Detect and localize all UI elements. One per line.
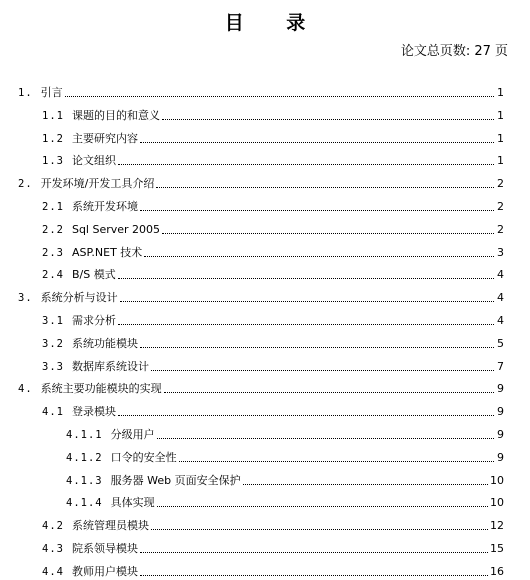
toc-entry[interactable]	[42, 196, 504, 214]
toc-entry[interactable]	[42, 105, 504, 123]
toc-entry-page: 7	[497, 359, 504, 373]
dot-leader	[162, 118, 494, 120]
toc-entry-number: 2.2	[42, 223, 64, 236]
toc-entry-label: 课题的目的和意义	[71, 108, 160, 122]
toc-entry-page: 9	[497, 428, 504, 441]
toc-entry-page: 10	[490, 496, 504, 510]
toc-entry-page: 12	[490, 519, 504, 533]
dot-leader	[162, 232, 494, 234]
toc-entry-label: 系统主要功能模块的实现	[40, 382, 162, 396]
toc-entry-label: 数据库系统设计	[71, 359, 149, 373]
toc-entry-number: 3.1	[42, 315, 64, 327]
toc-entry-label: 论文组织	[71, 154, 116, 168]
toc-entry-page: 1	[497, 131, 504, 145]
toc-entry-label: 系统开发环境	[71, 200, 138, 213]
toc-entry[interactable]	[66, 492, 504, 510]
toc-entry[interactable]	[42, 219, 504, 237]
toc-entry-page: 10	[490, 473, 504, 487]
toc-entry-page: 1	[497, 86, 504, 99]
toc-entry-number: 4.1.3	[66, 474, 103, 487]
dot-leader	[118, 277, 494, 279]
toc-entry-label: 口令的安全性	[110, 450, 177, 464]
toc-entry-number: 3.2	[42, 337, 64, 350]
toc-entry-label: Sql Server 2005	[71, 222, 161, 236]
dot-leader	[140, 551, 488, 553]
toc-entry-page: 2	[497, 177, 504, 191]
dot-leader	[118, 323, 494, 325]
toc-entry-page: 3	[497, 245, 504, 259]
toc-entry[interactable]	[42, 561, 504, 579]
toc-entry-page: 9	[497, 382, 504, 396]
dot-leader	[179, 460, 494, 462]
toc-entry[interactable]	[42, 242, 504, 260]
toc-entry-number: 4.1.1	[66, 429, 103, 441]
toc-entry-label: B/S 模式	[71, 268, 116, 282]
toc-entry[interactable]	[18, 173, 504, 191]
toc-entry-page: 16	[490, 564, 504, 578]
toc-entry-label: 引言	[40, 86, 63, 99]
toc-entry-page: 4	[497, 268, 504, 282]
toc-entry-label: 系统分析与设计	[40, 291, 118, 305]
dot-leader	[140, 141, 494, 143]
toc-entry-number: 4.4	[42, 565, 64, 578]
toc-entry-number: 1.1	[42, 109, 64, 122]
toc-entry-number: 2.	[18, 178, 33, 191]
toc-entry-page: 1	[497, 108, 504, 122]
toc-entry-page: 4	[497, 291, 504, 305]
toc-entry-label: 院系领导模块	[71, 542, 138, 555]
toc-entry-label: ASP.NET 技术	[71, 245, 143, 259]
dot-leader	[157, 437, 494, 439]
toc-entry-label: 分级用户	[110, 428, 155, 441]
dot-leader	[140, 346, 494, 348]
toc-entry-number: 3.	[18, 292, 33, 305]
toc-entry-page: 2	[497, 222, 504, 236]
toc-entry-number: 2.3	[42, 246, 64, 259]
toc-entry-number: 4.1.4	[66, 497, 103, 510]
toc-entry-label: 服务器 Web 页面安全保护	[110, 473, 241, 487]
dot-leader	[151, 369, 494, 371]
toc-entry-number: 4.	[18, 383, 33, 396]
toc-entry[interactable]	[66, 447, 504, 465]
toc-entry-label: 登录模块	[71, 405, 116, 419]
dot-leader	[118, 163, 494, 165]
dot-leader	[164, 391, 494, 393]
dot-leader	[156, 186, 494, 188]
toc-entry-page: 5	[497, 336, 504, 350]
toc-entry-page: 9	[497, 450, 504, 464]
dot-leader	[65, 95, 494, 97]
dot-leader	[151, 528, 488, 530]
toc-entry[interactable]	[42, 333, 504, 351]
toc-entry-label: 具体实现	[110, 496, 155, 510]
toc-entry-number: 4.1.2	[66, 451, 103, 464]
toc-entry[interactable]	[18, 378, 504, 396]
toc-entry[interactable]	[42, 128, 504, 146]
toc-entry-label: 系统功能模块	[71, 336, 138, 350]
toc-entry-page: 15	[490, 542, 504, 555]
toc-entry[interactable]	[42, 150, 504, 168]
toc-entry[interactable]	[42, 310, 504, 328]
toc-entry[interactable]	[42, 264, 504, 282]
toc-entry-page: 4	[497, 314, 504, 327]
dot-leader	[144, 255, 494, 257]
toc-entry-page: 9	[497, 405, 504, 419]
page-count-label: 论文总页数: 27 页	[400, 44, 508, 59]
toc-entry-label: 教师用户模块	[71, 564, 138, 578]
toc-entry[interactable]	[66, 424, 504, 442]
dot-leader	[140, 574, 488, 576]
toc-entry-label: 需求分析	[71, 314, 116, 327]
toc-entry-number: 2.4	[42, 269, 64, 282]
dot-leader	[118, 414, 494, 416]
dot-leader	[243, 483, 488, 485]
toc-entry[interactable]	[18, 287, 504, 305]
dot-leader	[140, 209, 494, 211]
toc-entry[interactable]	[42, 401, 504, 419]
toc-entry-number: 3.3	[42, 360, 64, 373]
toc-entry-number: 2.1	[42, 201, 64, 213]
dot-leader	[120, 300, 494, 302]
toc-entry-page: 2	[497, 200, 504, 213]
toc-entry-number: 1.	[18, 87, 33, 99]
toc-entry-number: 1.3	[42, 155, 64, 168]
toc-entry-number: 1.2	[42, 132, 64, 145]
toc-entry[interactable]	[42, 515, 504, 533]
dot-leader	[157, 505, 488, 507]
toc-entry-label: 主要研究内容	[71, 131, 138, 145]
toc-entry[interactable]	[42, 538, 504, 556]
toc-entry-number: 4.1	[42, 406, 64, 419]
toc-entry[interactable]	[42, 356, 504, 374]
toc-entry[interactable]	[66, 470, 504, 488]
toc-entry-label: 系统管理员模块	[71, 519, 149, 533]
page-title: 目 录	[224, 12, 324, 34]
toc-entry-number: 4.2	[42, 520, 64, 533]
toc-entry[interactable]	[18, 82, 504, 100]
toc-entry-label: 开发环境/开发工具介绍	[40, 177, 155, 191]
toc-entry-number: 4.3	[42, 543, 64, 555]
toc-entry-page: 1	[497, 154, 504, 168]
